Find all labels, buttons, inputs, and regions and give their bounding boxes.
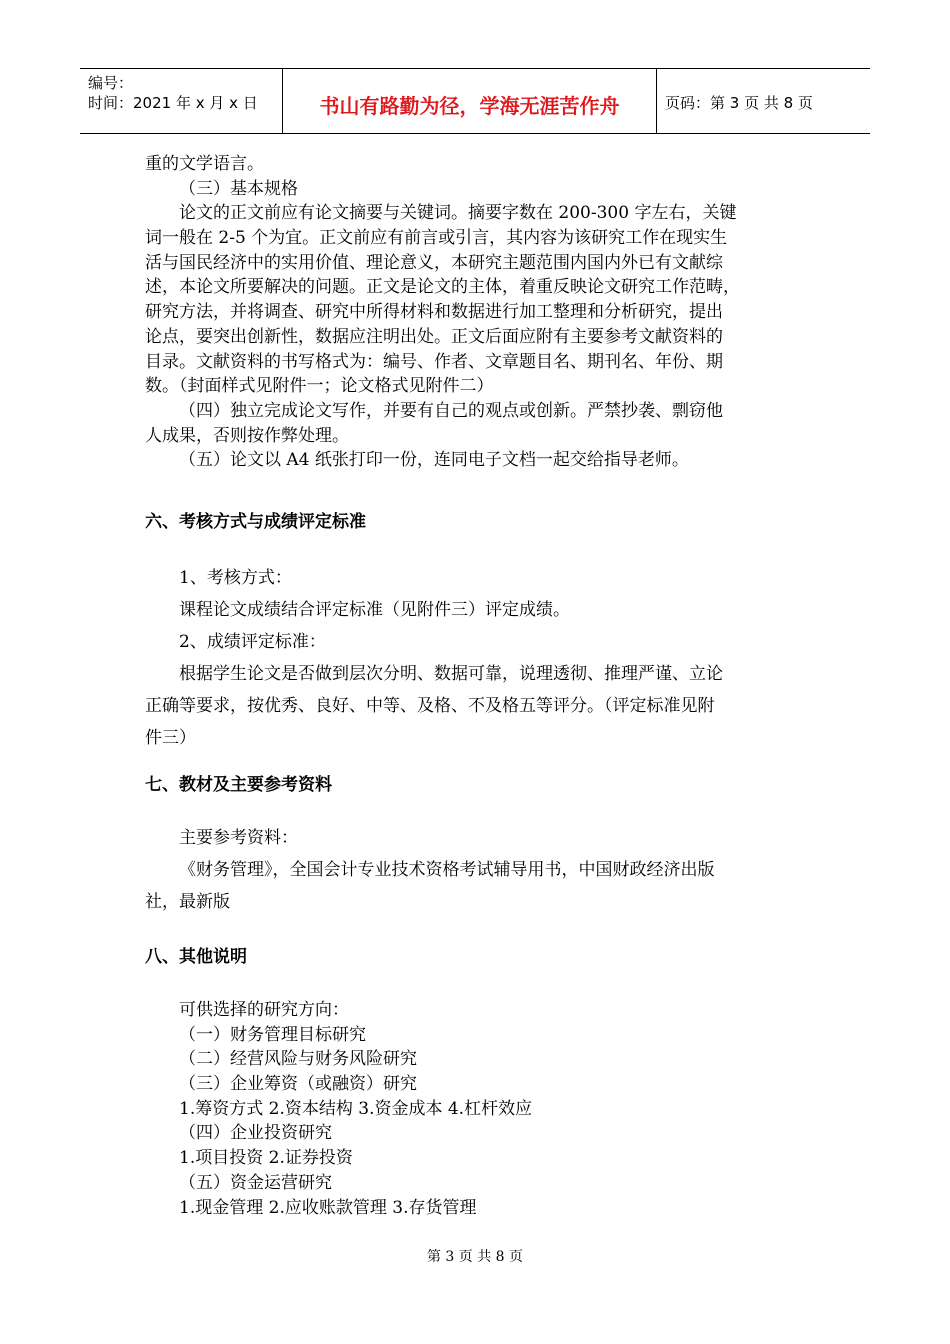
paragraph-line: 述，本论文所要解决的问题。正文是论文的主体，着重反映论文研究工作范畴， — [145, 277, 740, 298]
paragraph-line: 词一般在 2-5 个为宜。正文前应有前言或引言，其内容为该研究工作在现实生 — [145, 228, 728, 249]
paragraph-line: 件三） — [145, 728, 196, 748]
paragraph-line: 研究方法，并将调查、研究中所得材料和数据进行加工整理和分析研究，提出 — [145, 302, 723, 323]
list-item: （五）资金运营研究 — [179, 1172, 332, 1193]
paragraph-line: 人成果，否则按作弊处理。 — [145, 425, 349, 446]
paragraph-line: （四）独立完成论文写作，并要有自己的观点或创新。严禁抄袭、剽窃他 — [179, 400, 723, 421]
paragraph-line: 重的文学语言。 — [145, 154, 264, 174]
list-item: 1.现金管理 2.应收账款管理 3.存货管理 — [179, 1197, 477, 1218]
paragraph-line: 活与国民经济中的实用价值、理论意义，本研究主题范围内国内外已有文献综 — [145, 252, 723, 273]
paragraph-line: （五）论文以 A4 纸张打印一份，连同电子文档一起交给指导老师。 — [179, 450, 689, 471]
paragraph-line: 1、考核方式： — [179, 568, 292, 588]
list-item: 可供选择的研究方向： — [179, 1000, 349, 1020]
header-page-label: 页码：第 3 页 共 8 页 — [665, 93, 813, 112]
list-item: 1.项目投资 2.证券投资 — [179, 1148, 353, 1169]
paragraph-line: 2、成绩评定标准： — [179, 632, 326, 652]
paragraph-line: 论点，要突出创新性，数据应注明出处。正文后面应附有主要参考文献资料的 — [145, 326, 723, 347]
section-heading-6: 六、考核方式与成绩评定标准 — [145, 512, 366, 532]
section-8 — [145, 998, 810, 1220]
paragraph-line: 正确等要求，按优秀、良好、中等、及格、不及格五等评分。（评定标准见附 — [145, 696, 715, 716]
paragraph-line: 课程论文成绩结合评定标准（见附件三）评定成绩。 — [179, 600, 570, 620]
list-item: 1.筹资方式 2.资本结构 3.资金成本 4.杠杆效应 — [179, 1098, 533, 1119]
list-item: （四）企业投资研究 — [179, 1123, 332, 1144]
section-heading-7: 七、教材及主要参考资料 — [145, 775, 332, 795]
paragraph-line: 《财务管理》，全国会计专业技术资格考试辅导用书，中国财政经济出版 — [179, 860, 715, 880]
paragraph-line: 主要参考资料： — [179, 828, 298, 848]
time-label: 时间：2021 年 x 月 x 日 — [88, 94, 258, 112]
list-item: （三）企业筹资（或融资）研究 — [179, 1074, 417, 1095]
list-item: （一）财务管理目标研究 — [179, 1024, 366, 1045]
number-label: 编号： — [88, 74, 134, 92]
page-header — [80, 68, 870, 134]
page-footer: 第 3 页 共 8 页 — [426, 1249, 524, 1265]
section-7 — [145, 822, 810, 918]
paragraph-line: 社，最新版 — [145, 892, 230, 912]
paragraph-line: 论文的正文前应有论文摘要与关键词。摘要字数在 200-300 字左右，关键 — [179, 203, 737, 224]
paragraph-line: （三）基本规格 — [179, 178, 298, 199]
paragraph-line: 数。（封面样式见附件一；论文格式见附件二） — [145, 376, 494, 397]
section-heading-8: 八、其他说明 — [145, 947, 247, 967]
section-6 — [145, 562, 810, 754]
paragraph-line: 目录。文献资料的书写格式为：编号、作者、文章题目名、期刊名、年份、期 — [145, 351, 723, 372]
list-item: （二）经营风险与财务风险研究 — [179, 1049, 417, 1070]
section-continued — [145, 152, 810, 473]
header-motto: 书山有路勤为径，学海无涯苦作舟 — [283, 69, 657, 133]
paragraph-line: 根据学生论文是否做到层次分明、数据可靠，说理透彻、推理严谨、立论 — [179, 664, 723, 684]
header-meta — [80, 69, 283, 133]
